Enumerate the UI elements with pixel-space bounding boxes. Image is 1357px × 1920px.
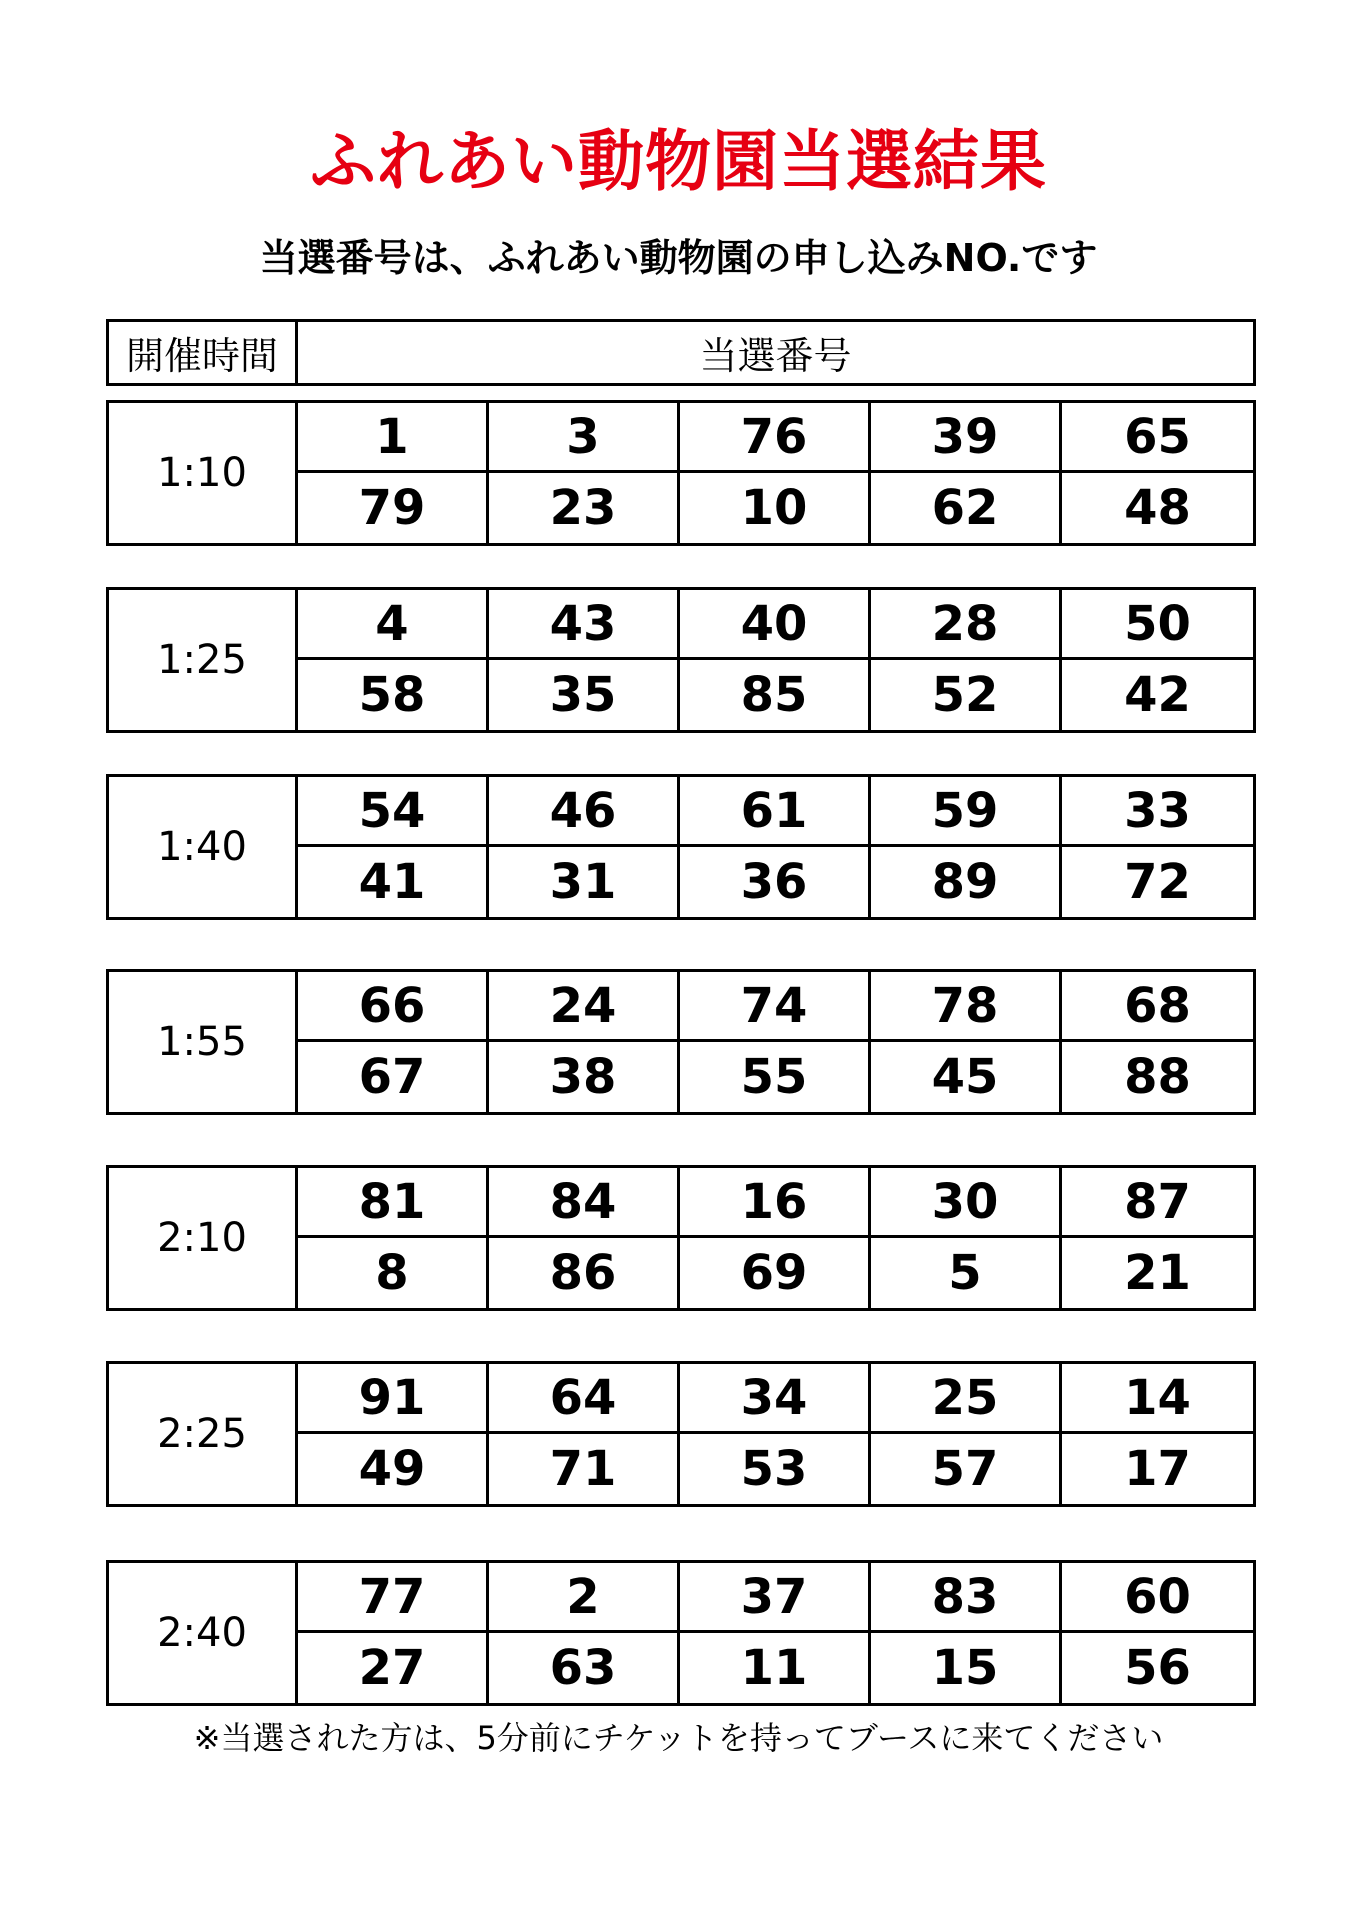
winning-number: 91 [298,1364,489,1434]
winning-number: 24 [489,972,680,1042]
winning-number: 84 [489,1168,680,1238]
header-time-label: 開催時間 [109,322,298,383]
winning-number: 88 [1124,1049,1191,1105]
winning-number: 17 [1124,1441,1191,1497]
winning-number: 68 [1062,972,1253,1042]
winning-number: 62 [871,473,1062,543]
time-slot [106,969,1256,1115]
winning-number: 33 [1062,777,1253,847]
winning-number: 71 [489,1434,680,1504]
winning-number: 45 [871,1042,1062,1112]
winning-number: 37 [680,1563,871,1633]
winning-number: 65 [1062,403,1253,473]
winning-number: 30 [871,1168,1062,1238]
winning-number: 79 [298,473,489,543]
time-slot [106,1361,1256,1507]
winning-number: 66 [298,972,489,1042]
winning-number: 40 [680,590,871,660]
winning-number: 3 [489,403,680,473]
table-header [106,319,1256,386]
header-numbers-label: 当選番号 [699,334,852,378]
winning-number: 60 [1062,1563,1253,1633]
winning-number: 74 [680,972,871,1042]
winning-number: 41 [298,847,489,917]
winning-number: 48 [1124,480,1191,536]
winning-number: 38 [489,1042,680,1112]
page-title: ふれあい動物園当選結果 [310,123,1047,200]
winning-number: 25 [871,1364,1062,1434]
time-slot [106,587,1256,733]
winning-number: 2 [489,1563,680,1633]
time-slot [106,1560,1256,1706]
winning-number: 5 [871,1238,1062,1308]
winning-number: 42 [1124,667,1191,723]
time-slot [106,1165,1256,1311]
winning-number: 61 [680,777,871,847]
winning-number: 52 [871,660,1062,730]
winning-number: 86 [489,1238,680,1308]
winning-numbers-grid [298,777,1253,917]
winning-number: 58 [298,660,489,730]
slot-time: 2:25 [109,1364,298,1504]
winning-number: 31 [489,847,680,917]
winning-number: 43 [489,590,680,660]
winning-number: 27 [298,1633,489,1703]
winning-numbers-grid [298,403,1253,543]
winning-number: 63 [489,1633,680,1703]
winning-number: 28 [871,590,1062,660]
winning-number: 16 [680,1168,871,1238]
winning-number: 10 [680,473,871,543]
slot-time: 2:10 [109,1168,298,1308]
winning-number: 1 [298,403,489,473]
winning-number: 8 [298,1238,489,1308]
winning-number: 53 [680,1434,871,1504]
time-slot [106,400,1256,546]
winning-number: 59 [871,777,1062,847]
winning-numbers-grid [298,1168,1253,1308]
winning-number: 83 [871,1563,1062,1633]
winning-number: 46 [489,777,680,847]
slot-time: 1:40 [109,777,298,917]
winning-number: 4 [298,590,489,660]
winning-number: 14 [1062,1364,1253,1434]
winning-number: 50 [1062,590,1253,660]
winning-number: 23 [489,473,680,543]
page-subtitle: 当選番号は、ふれあい動物園の申し込みNO.です [259,236,1098,280]
winning-numbers-grid [298,1563,1253,1703]
winning-number: 21 [1124,1245,1191,1301]
winning-number: 76 [680,403,871,473]
winning-numbers-grid [298,590,1253,730]
winning-number: 89 [871,847,1062,917]
winning-number: 49 [298,1434,489,1504]
winning-number: 69 [680,1238,871,1308]
winning-number: 39 [871,403,1062,473]
winning-number: 72 [1124,854,1191,910]
slot-time: 1:25 [109,590,298,730]
winning-number: 64 [489,1364,680,1434]
winning-number: 67 [298,1042,489,1112]
time-slot [106,774,1256,920]
winning-number: 35 [489,660,680,730]
slot-time: 1:10 [109,403,298,543]
winning-number: 15 [871,1633,1062,1703]
winning-number: 85 [680,660,871,730]
winning-number: 55 [680,1042,871,1112]
winning-number: 57 [871,1434,1062,1504]
winning-number: 78 [871,972,1062,1042]
winning-number: 36 [680,847,871,917]
footnote: ※当選された方は、5分前にチケットを持ってブースに来てください [193,1719,1164,1757]
winning-number: 54 [298,777,489,847]
winning-number: 77 [298,1563,489,1633]
slot-time: 2:40 [109,1563,298,1703]
winning-numbers-grid [298,1364,1253,1504]
winning-number: 87 [1062,1168,1253,1238]
winning-number: 56 [1124,1640,1191,1696]
winning-number: 34 [680,1364,871,1434]
winning-number: 11 [680,1633,871,1703]
winning-number: 81 [298,1168,489,1238]
slot-time: 1:55 [109,972,298,1112]
winning-numbers-grid [298,972,1253,1112]
